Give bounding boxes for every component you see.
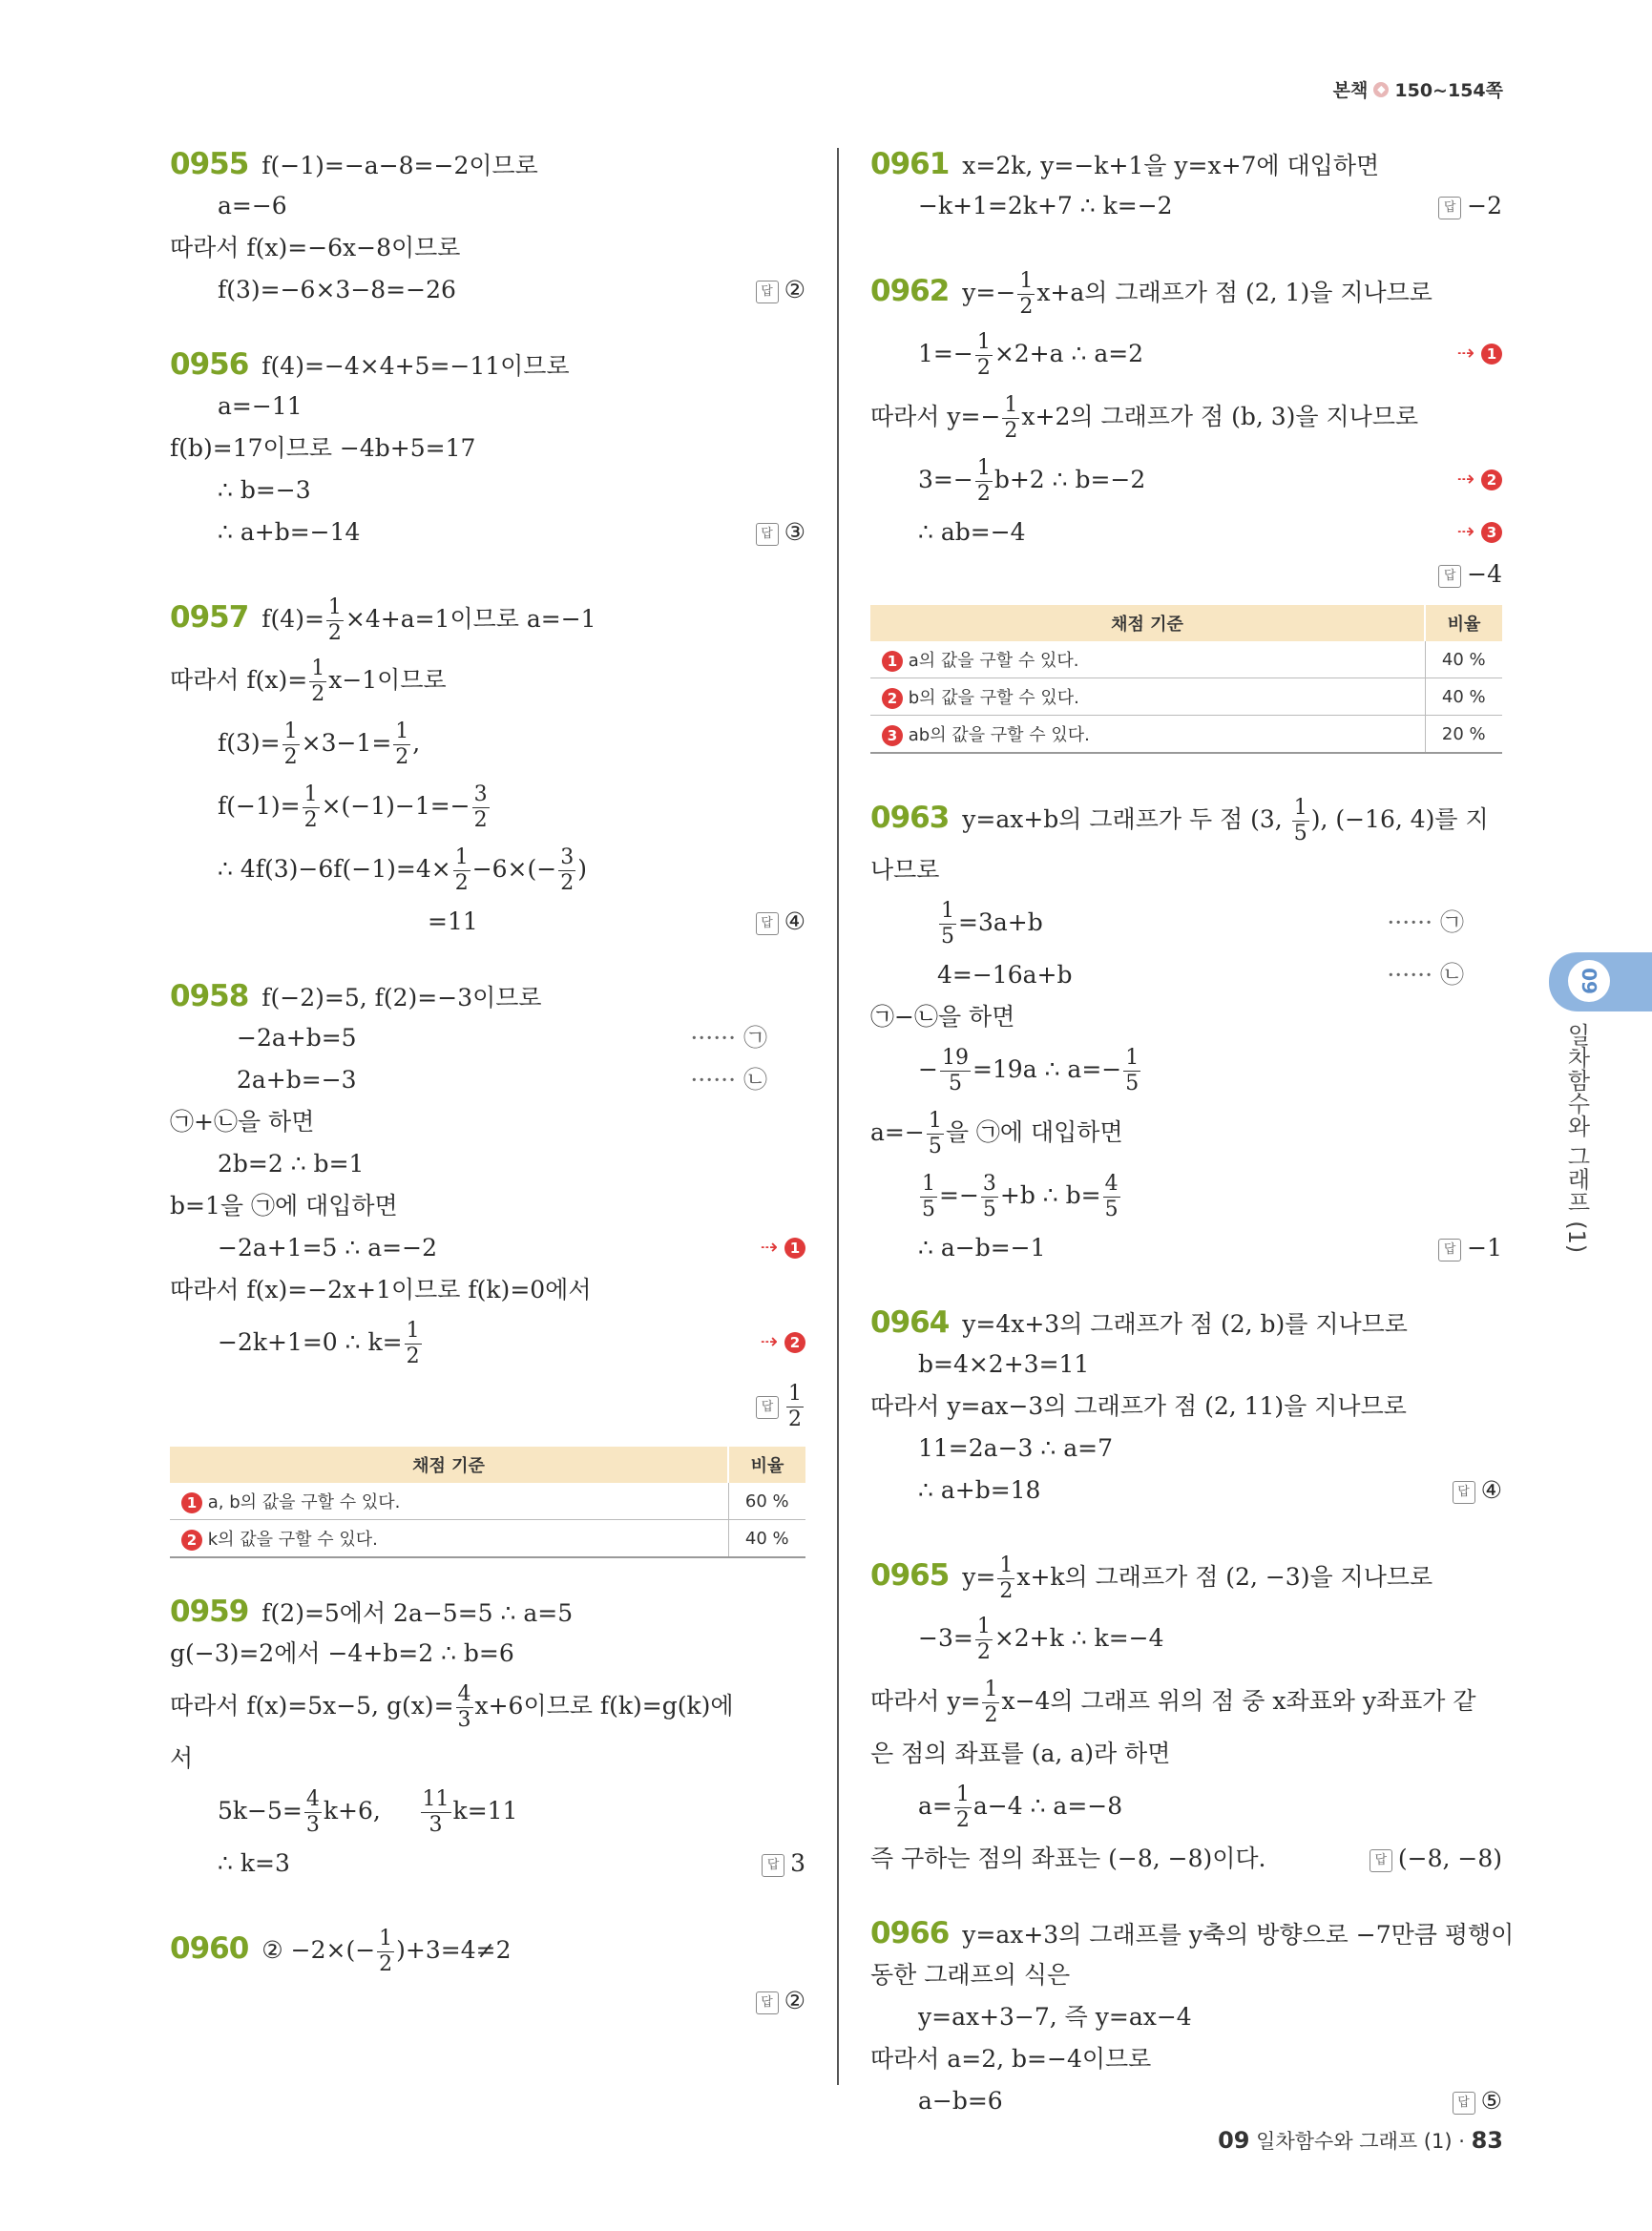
right-column — [870, 143, 1515, 2155]
solution-line: a=−11 — [218, 392, 303, 420]
column-divider — [837, 148, 839, 2085]
solution-line: 2b=2 ∴ b=1 — [218, 1150, 365, 1178]
solution-line: 따라서 a=2, b=−4이므로 — [870, 2045, 1152, 2073]
fraction: $\frac{3}{2}$ — [560, 845, 575, 895]
fraction: $\frac{1}{2}$ — [1019, 269, 1034, 319]
solution-line: 동한 그래프의 식은 — [870, 1961, 1071, 1989]
step-marker-3: ⇢ 3 — [1457, 511, 1502, 553]
solution-line: f(b)=17이므로 −4b+5=17 — [170, 434, 476, 462]
answer-icon: 답 — [756, 523, 779, 546]
problem-number: 0963 — [870, 801, 950, 835]
answer: 답 ② — [756, 269, 805, 311]
answer: 답 3 — [762, 1843, 805, 1885]
answer: 답 −1 — [1438, 1227, 1502, 1269]
problem-number: 0956 — [170, 347, 249, 382]
fraction: $\frac{11}{3}$ — [422, 1787, 450, 1837]
answer: 답 ② — [756, 1980, 805, 2022]
answer: 답 ④ — [1453, 1470, 1502, 1512]
step-marker-1: ⇢ 1 — [1457, 323, 1502, 386]
table-header: 채점 기준 — [870, 605, 1425, 641]
solution-line: 따라서 y=ax−3의 그래프가 점 (2, 11)을 지나므로 — [870, 1392, 1407, 1420]
fraction: $\frac{1}{5}$ — [1293, 796, 1307, 845]
solution-line: ㉠−㉡을 하면 — [870, 1003, 1015, 1031]
problem-0961: 0961 x=2k, y=−k+1을 y=x+7에 대입하면 −k+1=2k+7 ∴ k=−2 답 −2 — [870, 143, 1502, 227]
fraction: $\frac{1}{2}$ — [976, 1615, 991, 1664]
page-header — [1333, 76, 1503, 102]
problem-number: 0962 — [870, 274, 950, 308]
solution-line: 은 점의 좌표를 (a, a)라 하면 — [870, 1740, 1171, 1767]
fraction: $\frac{1}{5}$ — [928, 1109, 942, 1158]
problem-number: 0961 — [870, 147, 950, 181]
table-header: 비율 — [1425, 605, 1502, 641]
answer: 답 ③ — [756, 511, 805, 553]
chapter-number-badge: 09 — [1568, 960, 1610, 1002]
fraction: $\frac{4}{3}$ — [305, 1787, 320, 1837]
solution-line: x=2k, y=−k+1을 y=x+7에 대입하면 — [962, 152, 1380, 179]
solution-line: y=ax+3−7, 즉 y=ax−4 — [918, 2003, 1192, 2031]
fraction: $\frac{1}{5}$ — [922, 1172, 935, 1221]
fraction: $\frac{1}{2}$ — [984, 1678, 998, 1727]
book-icon: ◆ — [1373, 82, 1389, 97]
problem-0963: 0963 y=ax+b의 그래프가 두 점 (3, $\frac{1}{5}$ ), (−16, 4)를 지 나므로 $\frac{1}{5}$ =3a+b ······ ㉠ 4=−16a+b ······ ㉡ ㉠−㉡을 하면 − $\frac{19}{5}$ =19a ∴ a=− $\frac{1}{5}$ a=− $\frac{1}{5}$ 을 ㉠에 대입하면 $\frac{1}{5}$ =− $\frac{3}{5}$ +b ∴ b= $\frac{4}{5}$ ∴ a−b=−1 답 −1 — [870, 786, 1502, 1269]
problem-number: 0960 — [170, 1931, 249, 1966]
solution-line: f(−1)=−a−8=−2이므로 — [261, 152, 538, 179]
table-row: 3 ab의 값을 구할 수 있다. 20 % — [870, 716, 1502, 754]
answer-icon: 답 — [762, 1854, 784, 1877]
left-column — [170, 143, 805, 2054]
problem-0956 — [170, 344, 805, 553]
chapter-side-title: 일차함수와 그래프 (1) — [1563, 1023, 1590, 1254]
table-row: 1 a의 값을 구할 수 있다. 40 % — [870, 641, 1502, 678]
fraction: $\frac{19}{5}$ — [941, 1046, 969, 1095]
book-label: 본책 — [1332, 80, 1369, 101]
solution-line: 서 — [170, 1744, 194, 1772]
fraction: $\frac{1}{2}$ — [379, 1927, 393, 1976]
fraction: $\frac{4}{3}$ — [457, 1682, 471, 1732]
step-marker-2: ⇢ 2 — [1457, 448, 1502, 511]
table-row: 1 a, b의 값을 구할 수 있다. 60 % — [170, 1483, 805, 1520]
answer-icon: 답 — [1438, 1239, 1461, 1261]
answer: 답 $\frac{1}{2}$ — [756, 1374, 805, 1437]
fraction: $\frac{1}{2}$ — [303, 782, 318, 832]
footer-title: 일차함수와 그래프 (1) — [1256, 2130, 1453, 2153]
fraction: $\frac{1}{2}$ — [327, 595, 342, 645]
answer-icon: 답 — [756, 1991, 779, 2014]
solution-line: f(4)=−4×4+5=−11이므로 — [261, 352, 570, 380]
answer-icon: 답 — [756, 281, 779, 303]
fraction: $\frac{1}{2}$ — [976, 330, 991, 380]
fraction: $\frac{1}{5}$ — [941, 899, 954, 949]
solution-line: ∴ b=−3 — [218, 476, 311, 504]
footer-chapter: 09 — [1218, 2127, 1250, 2154]
fraction: $\frac{1}{2}$ — [976, 456, 991, 506]
solution-line: =11 — [428, 907, 478, 935]
solution-line: b=1을 ㉠에 대입하면 — [170, 1192, 398, 1220]
answer: 답 ④ — [756, 901, 805, 943]
solution-line: a=−6 — [218, 192, 287, 219]
chapter-side-tab — [1549, 952, 1652, 1011]
fraction: $\frac{1}{2}$ — [406, 1319, 420, 1368]
scoring-table — [170, 1447, 805, 1558]
solution-line: ∴ a+b=−14 — [218, 518, 361, 546]
fraction: $\frac{3}{5}$ — [982, 1172, 996, 1221]
page-range: 150~154쪽 — [1394, 80, 1503, 101]
solution-line: 따라서 f(x)=−2x+1이므로 f(k)=0에서 — [170, 1276, 592, 1303]
problem-0959: 0959 f(2)=5에서 2a−5=5 ∴ a=5 g(−3)=2에서 −4+b=2 ∴ b=6 따라서 f(x)=5x−5, g(x)= $\frac{4}{3}$ x+6이므로 f(k)=g(k)에 서 5k−5= $\frac{4}{3}$ k+6, $\frac{11}{3}$ k=11 ∴ k=3 답 3 — [170, 1591, 805, 1885]
fraction: $\frac{4}{5}$ — [1104, 1172, 1119, 1221]
problem-0964: 0964 y=4x+3의 그래프가 점 (2, b)를 지나므로 b=4×2+3=11 따라서 y=ax−3의 그래프가 점 (2, 11)을 지나므로 11=2a−3 ∴ a=7 ∴ a+b=18 답 ④ — [870, 1302, 1502, 1512]
answer: 답 −4 — [1438, 553, 1502, 595]
solution-line: 나므로 — [870, 856, 940, 884]
answer: 답 (−8, −8) — [1370, 1838, 1502, 1880]
fraction: $\frac{1}{2}$ — [1004, 393, 1018, 443]
solution-line: g(−3)=2에서 −4+b=2 ∴ b=6 — [170, 1639, 514, 1667]
step-marker-1: ⇢ 1 — [761, 1227, 805, 1269]
problem-number: 0957 — [170, 600, 249, 635]
page-number: 83 — [1471, 2127, 1503, 2154]
fraction: $\frac{1}{2}$ — [999, 1553, 1014, 1603]
solution-line: f(−2)=5, f(2)=−3이므로 — [261, 984, 542, 1011]
solution-line: f(2)=5에서 2a−5=5 ∴ a=5 — [261, 1599, 574, 1627]
equation-tag: ······ ㉡ — [690, 1066, 767, 1094]
fraction: $\frac{1}{2}$ — [283, 719, 298, 769]
problem-number: 0966 — [870, 1916, 950, 1950]
problem-0962: 0962 y=− $\frac{1}{2}$ x+a의 그래프가 점 (2, 1)을 지나므로 1=− $\frac{1}{2}$ ×2+a ∴ a=2 ⇢ 1 따라서 y=− $\frac{1}{2}$ x+2의 그래프가 점 (b, 3)을 지나므로 3=− $\frac{1}{2}$ b+2 ∴ b=−2 ⇢ 2 ∴ ab=−4 ⇢ 3 답 −4 — [870, 260, 1502, 595]
solution-line: y=ax+3의 그래프를 y축의 방향으로 −7만큼 평행이 — [962, 1921, 1515, 1949]
solution-line: b=4×2+3=11 — [918, 1350, 1090, 1378]
table-header: 채점 기준 — [170, 1447, 728, 1483]
fraction: $\frac{1}{2}$ — [311, 657, 325, 706]
solution-line: 따라서 f(x)=−6x−8이므로 — [170, 234, 461, 261]
solution-line: f(3)=−6×3−8=−26 — [218, 276, 456, 303]
equation-tag: ······ ㉡ — [1387, 961, 1464, 989]
problem-number: 0955 — [170, 147, 249, 181]
answer-icon: 답 — [1438, 197, 1461, 219]
problem-0955 — [170, 143, 805, 311]
fraction: $\frac{1}{2}$ — [955, 1783, 970, 1832]
fraction: $\frac{1}{5}$ — [1125, 1046, 1140, 1095]
answer-icon: 답 — [756, 912, 779, 935]
page-footer: 09 일차함수와 그래프 (1) · 83 — [1218, 2127, 1503, 2154]
problem-0960: 0960 ② −2×(− $\frac{1}{2}$ )+3=4≠2 답 ② — [170, 1917, 805, 2022]
problem-0966: 0966 y=ax+3의 그래프를 y축의 방향으로 −7만큼 평행이 동한 그래프의 식은 y=ax+3−7, 즉 y=ax−4 따라서 a=2, b=−4이므로 a−b=6 답 ⑤ — [870, 1912, 1502, 2122]
solution-line: y=4x+3의 그래프가 점 (2, b)를 지나므로 — [962, 1310, 1408, 1338]
answer-icon: 답 — [756, 1396, 779, 1419]
step-marker-2: ⇢ 2 — [761, 1311, 805, 1374]
fraction: $\frac{3}{2}$ — [473, 782, 488, 832]
fraction: $\frac{1}{2}$ — [395, 719, 409, 769]
table-row: 2 k의 값을 구할 수 있다. 40 % — [170, 1520, 805, 1558]
answer-icon: 답 — [1370, 1849, 1392, 1872]
answer-icon: 답 — [1438, 565, 1461, 588]
problem-number: 0964 — [870, 1305, 950, 1340]
answer: 답 −2 — [1438, 185, 1502, 227]
answer-icon: 답 — [1453, 2092, 1475, 2115]
fraction: $\frac{1}{2}$ — [454, 845, 469, 895]
table-row: 2 b의 값을 구할 수 있다. 40 % — [870, 678, 1502, 716]
problem-0958: 0958 f(−2)=5, f(2)=−3이므로 −2a+b=5 ······ ㉠ 2a+b=−3 ······ ㉡ ㉠+㉡을 하면 2b=2 ∴ b=1 b=1을 ㉠에 대입하면 −2a+1=5 ∴ a=−2 ⇢ 1 따라서 f(x)=−2x+1이므로 f(k)=0에서 −2k+1=0 ∴ k= $\frac{1}{2}$ ⇢ 2 답 $\frac{1}{2}$ — [170, 975, 805, 1437]
answer: 답 ⑤ — [1453, 2080, 1502, 2122]
equation-tag: ······ ㉠ — [690, 1024, 767, 1052]
scoring-table — [870, 605, 1502, 754]
problem-number: 0965 — [870, 1558, 950, 1593]
problem-number: 0958 — [170, 979, 249, 1013]
problem-0965: 0965 y= $\frac{1}{2}$ x+k의 그래프가 점 (2, −3)을 지나므로 −3= $\frac{1}{2}$ ×2+k ∴ k=−4 따라서 y= $\frac{1}{2}$ x−4의 그래프 위의 점 중 x좌표와 y좌표가 같 은 점의 좌표를 (a, a)라 하면 a= $\frac{1}{2}$ a−4 ∴ a=−8 즉 구하는 점의 좌표는 (−8, −8)이다. 답 (−8, −8) — [870, 1544, 1502, 1880]
equation-tag: ······ ㉠ — [1387, 908, 1464, 936]
problem-0957: 0957 f(4)= $\frac{1}{2}$ ×4+a=1이므로 a=−1 따라서 f(x)= $\frac{1}{2}$ x−1이므로 f(3)= $\frac{1}{2}$ ×3−1= $\frac{1}{2}$ , f(−1)= $\frac{1}{2}$ ×(−1)−1=− $\frac{3}{2}$ ∴ 4f(3)−6f(−1)=4× $\frac{1}{2}$ −6×(− $\frac{3}{2}$ ) =11 답 ④ — [170, 586, 805, 943]
solution-line: 11=2a−3 ∴ a=7 — [918, 1434, 1113, 1462]
problem-number: 0959 — [170, 1595, 249, 1629]
answer-icon: 답 — [1453, 1481, 1475, 1504]
table-header: 비율 — [728, 1447, 805, 1483]
solution-line: ㉠+㉡을 하면 — [170, 1108, 315, 1136]
